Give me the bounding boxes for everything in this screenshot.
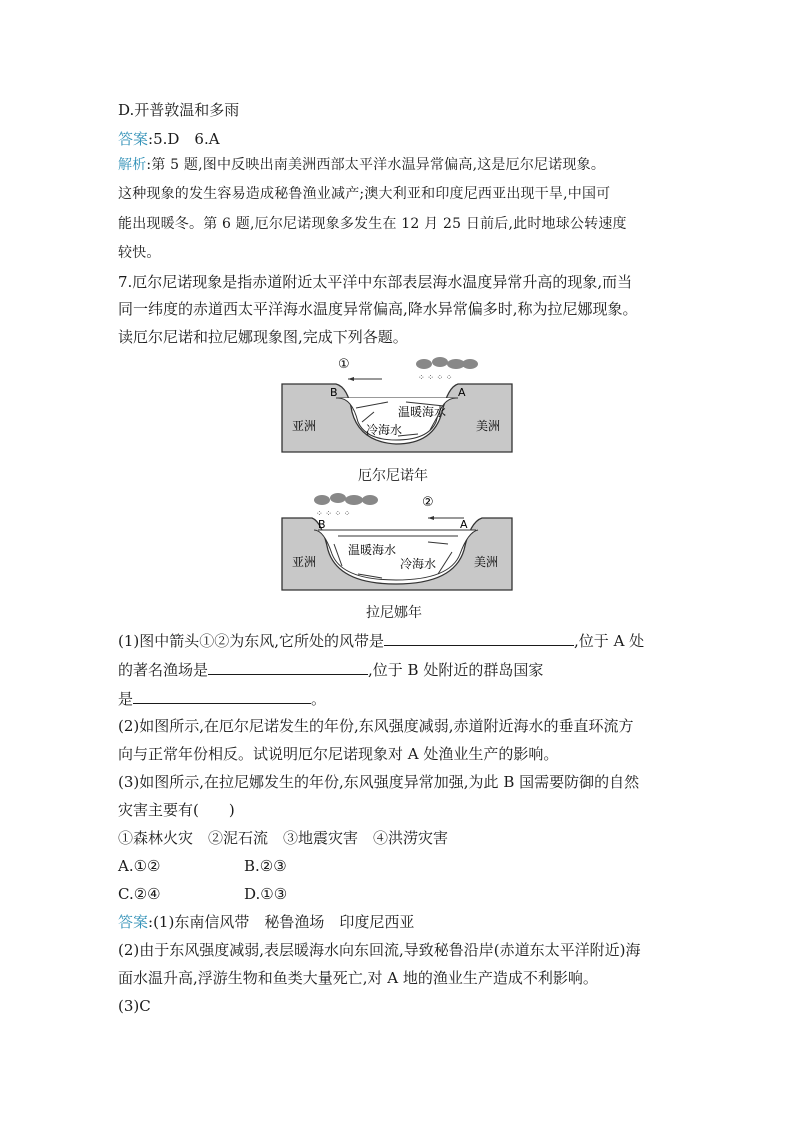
- warm-water-label: 温暖海水: [348, 543, 397, 557]
- q7-part1-line2: [118, 659, 543, 680]
- analysis-text: :第 5 题,图中反映出南美洲西部太平洋水温异常偏高,这是厄尔尼诺现象。: [146, 157, 606, 173]
- q7-part3-line2: 灾害主要有( ): [118, 801, 235, 819]
- answer-7-part2-line1: (2)由于东风强度减弱,表层暖海水向东回流,导致秘鲁沿岸(赤道东太平洋附近)海: [118, 941, 641, 959]
- answer-blank-wind-belt[interactable]: [384, 630, 574, 646]
- answer-7-line1: [118, 912, 414, 932]
- analysis-line-4: 较快。: [118, 245, 161, 261]
- q7-part1-text-f: 。: [311, 690, 327, 708]
- el-nino-diagram: [278, 352, 516, 456]
- arrow-number-2: ②: [422, 495, 434, 510]
- label-b: B: [318, 518, 326, 531]
- america-label: 美洲: [476, 419, 501, 433]
- cold-water-label: 冷海水: [366, 423, 403, 437]
- answer-text: :5.D 6.A: [148, 130, 220, 148]
- answer-blank-country[interactable]: [133, 688, 311, 704]
- q7-part2-line2: 向与正常年份相反。试说明厄尔尼诺现象对 A 处渔业生产的影响。: [118, 745, 559, 763]
- arrow-number-1: ①: [338, 357, 350, 372]
- q7-stem-3: 读厄尔尼诺和拉尼娜现象图,完成下列各题。: [118, 328, 408, 346]
- q7-part3-line1: (3)如图所示,在拉尼娜发生的年份,东风强度异常加强,为此 B 国需要防御的自然: [118, 773, 640, 791]
- warm-water-label: 温暖海水: [398, 405, 447, 419]
- answer-5-6: [118, 129, 220, 149]
- wind-arrowhead-2: [428, 516, 434, 520]
- q7-option-c: C.②④: [118, 885, 161, 903]
- answer-label-7: 答案: [118, 913, 149, 931]
- label-a: A: [460, 518, 468, 531]
- analysis-line-2: 这种现象的发生容易造成秘鲁渔业减产;澳大利亚和印度尼西亚出现干旱,中国可: [118, 186, 611, 202]
- america-label: 美洲: [474, 555, 499, 569]
- q7-part1-line1: [118, 630, 644, 651]
- q7-part1-text-d: ,位于 B 处附近的群岛国家: [368, 661, 544, 679]
- rain-cloud-icon: [416, 357, 478, 382]
- q7-part3-items: ①森林火灾 ②泥石流 ③地震灾害 ④洪涝灾害: [118, 829, 449, 847]
- analysis-line-3: 能出现暖冬。第 6 题,厄尔尼诺现象多发生在 12 月 25 日前后,此时地球公转速度: [118, 216, 627, 232]
- q7-part1-text-c: 的著名渔场是: [118, 661, 209, 679]
- rain-cloud-icon: [314, 493, 378, 518]
- answer-7-part3: (3)C: [118, 997, 151, 1015]
- q7-option-a: A.①②: [118, 857, 161, 875]
- answer-label: 答案: [118, 130, 149, 148]
- answer-7-part2-line2: 面水温升高,浮游生物和鱼类大量死亡,对 A 地的渔业生产造成不利影响。: [118, 969, 598, 987]
- prev-option-d: D.开普敦温和多雨: [118, 101, 240, 119]
- q7-stem-1: 7.厄尔尼诺现象是指赤道附近太平洋中东部表层海水温度异常升高的现象,而当: [118, 273, 633, 291]
- q7-part1-text-e: 是: [118, 690, 134, 708]
- wind-arrowhead-1: [348, 377, 354, 381]
- el-nino-caption: 厄尔尼诺年: [358, 468, 428, 484]
- q7-option-b: B.②③: [244, 857, 287, 875]
- label-a: A: [458, 386, 466, 399]
- answer-blank-fishery[interactable]: [208, 659, 368, 675]
- q7-part1-text: (1)图中箭头①②为东风,它所处的风带是: [118, 632, 385, 650]
- asia-label: 亚洲: [292, 419, 317, 433]
- analysis-label: 解析: [118, 157, 147, 173]
- svg-text:⁘ ⁘ ⁘ ⁘: ⁘ ⁘ ⁘ ⁘: [418, 373, 453, 382]
- answer-7-part1: :(1)东南信风带 秘鲁渔场 印度尼西亚: [148, 913, 415, 931]
- svg-text:⁘ ⁘ ⁘ ⁘: ⁘ ⁘ ⁘ ⁘: [316, 509, 351, 518]
- analysis-line-1: [118, 155, 605, 175]
- asia-label: 亚洲: [292, 555, 317, 569]
- la-nina-diagram: [278, 490, 516, 594]
- q7-part1-line3: [118, 688, 326, 709]
- la-nina-caption: 拉尼娜年: [366, 605, 422, 621]
- q7-stem-2: 同一纬度的赤道西太平洋海水温度异常偏高,降水异常偏多时,称为拉尼娜现象。: [118, 300, 638, 318]
- q7-option-d: D.①③: [244, 885, 288, 903]
- cold-water-label: 冷海水: [400, 557, 437, 571]
- q7-part2-line1: (2)如图所示,在厄尔尼诺发生的年份,东风强度减弱,赤道附近海水的垂直环流方: [118, 717, 634, 735]
- label-b: B: [330, 386, 338, 399]
- q7-part1-text-b: ,位于 A 处: [574, 632, 645, 650]
